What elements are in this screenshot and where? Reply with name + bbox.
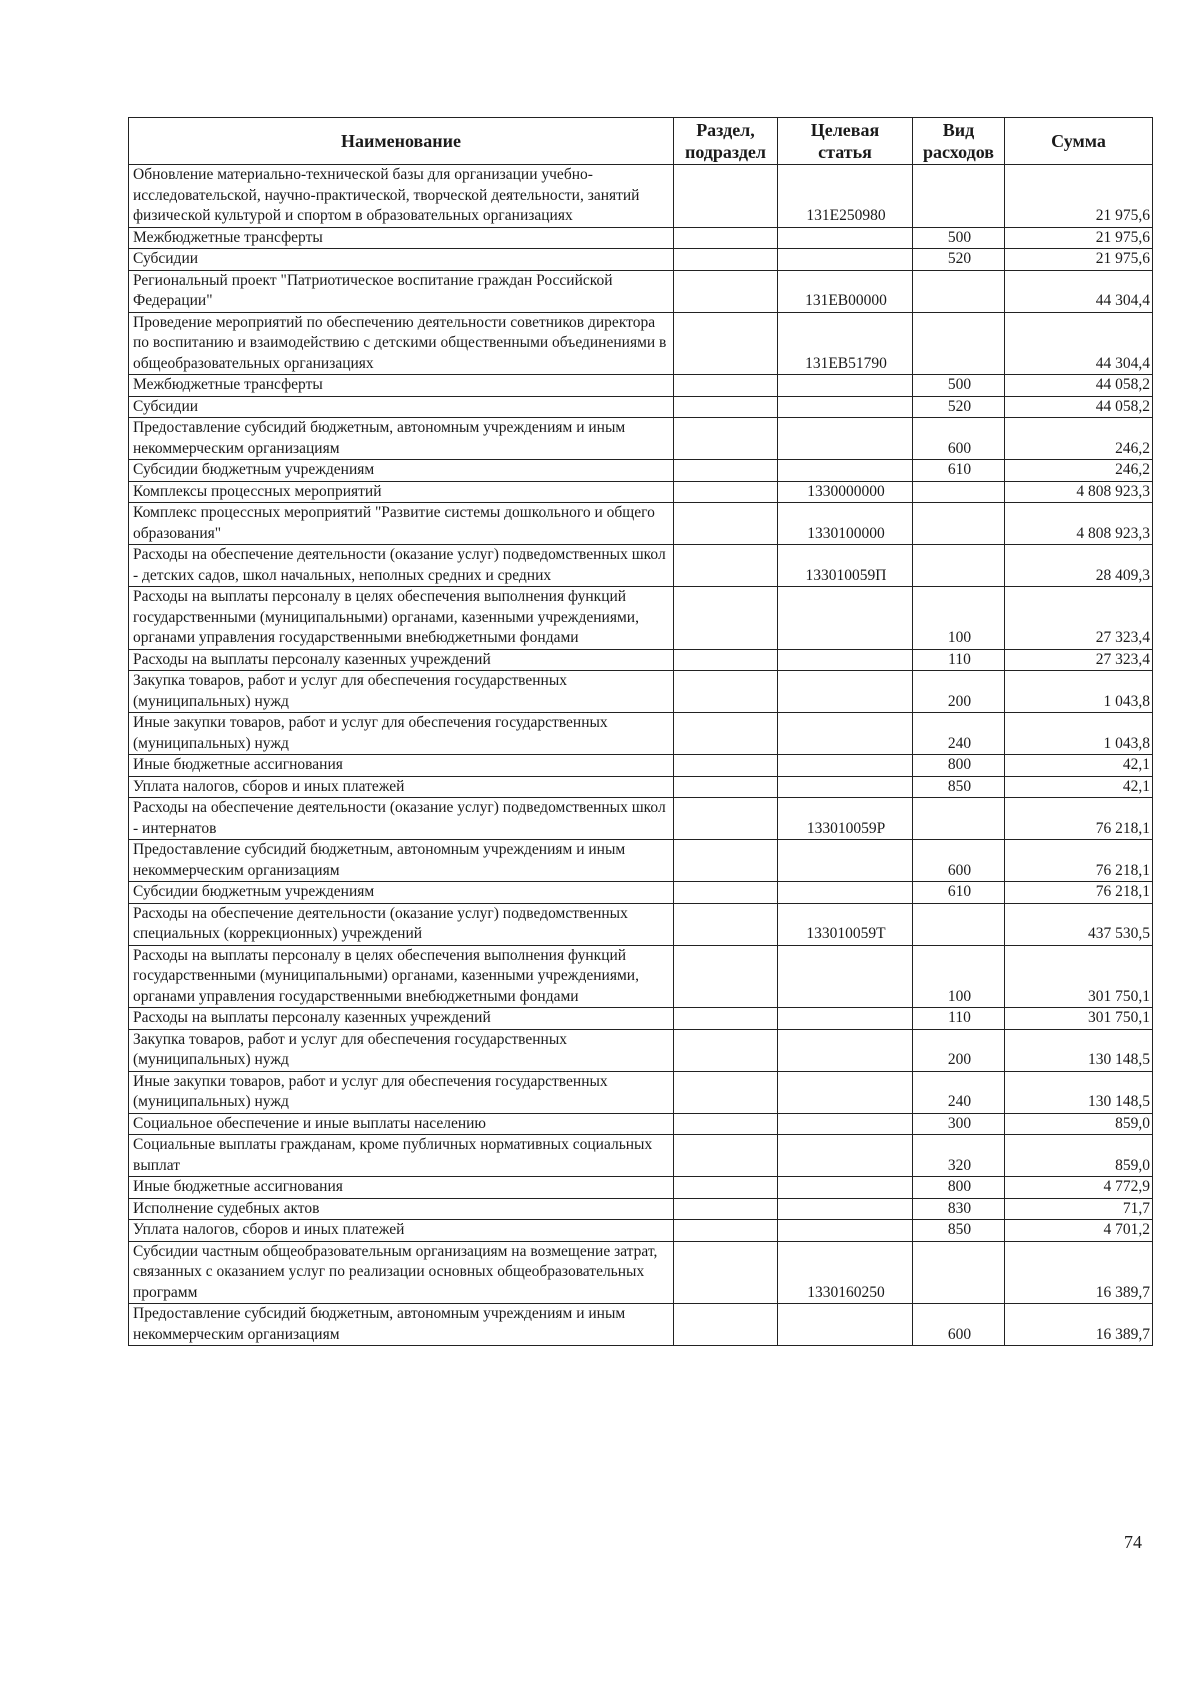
cell-section — [674, 227, 778, 249]
cell-section — [674, 418, 778, 460]
cell-name: Обновление материально-технической базы для организации учебно-исследовательской, научно-практической, творческой деятельности, занятий физической культурой и спортом в образовательных организациях — [129, 165, 674, 228]
cell-target — [778, 1135, 913, 1177]
cell-section — [674, 249, 778, 271]
cell-section — [674, 798, 778, 840]
cell-section — [674, 396, 778, 418]
cell-sum: 301 750,1 — [1005, 1008, 1153, 1030]
cell-kind: 600 — [913, 840, 1005, 882]
cell-kind: 320 — [913, 1135, 1005, 1177]
header-target-line2: статья — [818, 142, 872, 162]
cell-target: 1330000000 — [778, 481, 913, 503]
cell-sum: 246,2 — [1005, 418, 1153, 460]
cell-name: Расходы на обеспечение деятельности (оказание услуг) подведомственных школ - детских садов, школ начальных, неполных средних и средних — [129, 545, 674, 587]
cell-target — [778, 375, 913, 397]
cell-target — [778, 1029, 913, 1071]
table-row — [129, 545, 1153, 587]
cell-target — [778, 755, 913, 777]
cell-target — [778, 587, 913, 650]
cell-kind — [913, 503, 1005, 545]
cell-name: Расходы на выплаты персоналу казенных учреждений — [129, 1008, 674, 1030]
header-section — [674, 118, 778, 165]
table-row — [129, 671, 1153, 713]
cell-name: Субсидии частным общеобразовательным организациям на возмещение затрат, связанных с оказанием услуг по реализации основных общеобразовательных программ — [129, 1241, 674, 1304]
table-row — [129, 375, 1153, 397]
table-row — [129, 1008, 1153, 1030]
cell-kind — [913, 481, 1005, 503]
table-row — [129, 312, 1153, 375]
cell-target — [778, 1113, 913, 1135]
table-row — [129, 1198, 1153, 1220]
cell-name: Закупка товаров, работ и услуг для обеспечения государственных (муниципальных) нужд — [129, 671, 674, 713]
cell-sum: 44 304,4 — [1005, 312, 1153, 375]
cell-kind — [913, 312, 1005, 375]
cell-sum: 21 975,6 — [1005, 249, 1153, 271]
cell-target — [778, 945, 913, 1008]
cell-section — [674, 671, 778, 713]
cell-section — [674, 903, 778, 945]
table-header — [129, 118, 1153, 165]
cell-target — [778, 1177, 913, 1199]
table-row — [129, 755, 1153, 777]
cell-target: 133010059Т — [778, 903, 913, 945]
cell-target: 131EB51790 — [778, 312, 913, 375]
cell-kind: 200 — [913, 1029, 1005, 1071]
cell-section — [674, 1029, 778, 1071]
table-row — [129, 649, 1153, 671]
cell-sum: 21 975,6 — [1005, 227, 1153, 249]
table-row — [129, 1304, 1153, 1346]
cell-kind — [913, 903, 1005, 945]
cell-target — [778, 227, 913, 249]
cell-sum: 4 808 923,3 — [1005, 503, 1153, 545]
cell-name: Уплата налогов, сборов и иных платежей — [129, 776, 674, 798]
cell-sum: 76 218,1 — [1005, 882, 1153, 904]
cell-sum: 76 218,1 — [1005, 840, 1153, 882]
cell-target — [778, 840, 913, 882]
table-row — [129, 776, 1153, 798]
cell-sum: 4 772,9 — [1005, 1177, 1153, 1199]
cell-sum: 44 058,2 — [1005, 396, 1153, 418]
cell-section — [674, 503, 778, 545]
cell-kind: 610 — [913, 460, 1005, 482]
cell-kind: 240 — [913, 713, 1005, 755]
cell-kind: 520 — [913, 396, 1005, 418]
cell-target — [778, 1198, 913, 1220]
header-kind-line2: расходов — [923, 142, 994, 162]
cell-kind: 110 — [913, 1008, 1005, 1030]
cell-target: 133010059Р — [778, 798, 913, 840]
cell-section — [674, 776, 778, 798]
table-row — [129, 1220, 1153, 1242]
cell-target — [778, 1008, 913, 1030]
table-row — [129, 249, 1153, 271]
cell-kind — [913, 545, 1005, 587]
cell-target — [778, 671, 913, 713]
table-body — [129, 165, 1153, 1346]
cell-name: Иные закупки товаров, работ и услуг для обеспечения государственных (муниципальных) нужд — [129, 1071, 674, 1113]
cell-section — [674, 165, 778, 228]
cell-name: Расходы на выплаты персоналу в целях обеспечения выполнения функций государственными (муниципальными) органами, казенными учреждениями, органами управления государственными внебюджетными фондами — [129, 587, 674, 650]
cell-kind: 100 — [913, 945, 1005, 1008]
cell-name: Предоставление субсидий бюджетным, автономным учреждениям и иным некоммерческим организациям — [129, 418, 674, 460]
table-row — [129, 418, 1153, 460]
cell-name: Расходы на выплаты персоналу казенных учреждений — [129, 649, 674, 671]
cell-name: Межбюджетные трансферты — [129, 375, 674, 397]
table-row — [129, 503, 1153, 545]
cell-sum: 76 218,1 — [1005, 798, 1153, 840]
table-row — [129, 798, 1153, 840]
cell-name: Субсидии бюджетным учреждениям — [129, 460, 674, 482]
cell-target: 133010059П — [778, 545, 913, 587]
cell-sum: 16 389,7 — [1005, 1304, 1153, 1346]
cell-target: 131EB00000 — [778, 270, 913, 312]
cell-name: Расходы на обеспечение деятельности (оказание услуг) подведомственных специальных (коррекционных) учреждений — [129, 903, 674, 945]
cell-section — [674, 270, 778, 312]
cell-sum: 44 058,2 — [1005, 375, 1153, 397]
header-sum-label: Сумма — [1051, 131, 1106, 151]
cell-name: Уплата налогов, сборов и иных платежей — [129, 1220, 674, 1242]
cell-sum: 301 750,1 — [1005, 945, 1153, 1008]
cell-target — [778, 396, 913, 418]
cell-kind: 610 — [913, 882, 1005, 904]
cell-name: Закупка товаров, работ и услуг для обеспечения государственных (муниципальных) нужд — [129, 1029, 674, 1071]
cell-name: Расходы на выплаты персоналу в целях обеспечения выполнения функций государственными (муниципальными) органами, казенными учреждениями, органами управления государственными внебюджетными фондами — [129, 945, 674, 1008]
cell-target — [778, 418, 913, 460]
page-number: 74 — [1124, 1532, 1142, 1552]
cell-target: 1330100000 — [778, 503, 913, 545]
table-row — [129, 840, 1153, 882]
cell-sum: 42,1 — [1005, 755, 1153, 777]
cell-name: Предоставление субсидий бюджетным, автономным учреждениям и иным некоммерческим организациям — [129, 1304, 674, 1346]
header-section-line1: Раздел, — [696, 120, 755, 140]
table-row — [129, 1113, 1153, 1135]
cell-name: Иные бюджетные ассигнования — [129, 755, 674, 777]
table-row — [129, 1135, 1153, 1177]
cell-kind: 850 — [913, 1220, 1005, 1242]
cell-section — [674, 840, 778, 882]
header-kind — [913, 118, 1005, 165]
cell-kind: 500 — [913, 227, 1005, 249]
cell-sum: 44 304,4 — [1005, 270, 1153, 312]
cell-name: Социальные выплаты гражданам, кроме публичных нормативных социальных выплат — [129, 1135, 674, 1177]
cell-sum: 130 148,5 — [1005, 1029, 1153, 1071]
table-row — [129, 1029, 1153, 1071]
cell-sum: 27 323,4 — [1005, 649, 1153, 671]
cell-kind: 830 — [913, 1198, 1005, 1220]
cell-section — [674, 1135, 778, 1177]
table-row — [129, 945, 1153, 1008]
table-row — [129, 587, 1153, 650]
header-sum — [1005, 118, 1153, 165]
cell-sum: 21 975,6 — [1005, 165, 1153, 228]
cell-name: Расходы на обеспечение деятельности (оказание услуг) подведомственных школ - интернатов — [129, 798, 674, 840]
cell-kind — [913, 165, 1005, 228]
cell-kind: 600 — [913, 418, 1005, 460]
cell-section — [674, 1113, 778, 1135]
cell-name: Проведение мероприятий по обеспечению деятельности советников директора по воспитанию и взаимодействию с детскими общественными объединениями в общеобразовательных организациях — [129, 312, 674, 375]
cell-target: 1330160250 — [778, 1241, 913, 1304]
cell-target — [778, 249, 913, 271]
table-row — [129, 882, 1153, 904]
cell-section — [674, 460, 778, 482]
cell-target: 131E250980 — [778, 165, 913, 228]
cell-name: Субсидии бюджетным учреждениям — [129, 882, 674, 904]
cell-sum: 71,7 — [1005, 1198, 1153, 1220]
cell-sum: 246,2 — [1005, 460, 1153, 482]
cell-target — [778, 776, 913, 798]
header-section-line2: подраздел — [684, 142, 767, 162]
cell-section — [674, 945, 778, 1008]
table-row — [129, 1071, 1153, 1113]
cell-sum: 859,0 — [1005, 1113, 1153, 1135]
table-row — [129, 1177, 1153, 1199]
cell-target — [778, 1071, 913, 1113]
cell-name: Субсидии — [129, 249, 674, 271]
cell-section — [674, 882, 778, 904]
table-row — [129, 270, 1153, 312]
cell-kind: 240 — [913, 1071, 1005, 1113]
table-row — [129, 713, 1153, 755]
cell-name: Социальное обеспечение и иные выплаты населению — [129, 1113, 674, 1135]
cell-section — [674, 755, 778, 777]
cell-name: Межбюджетные трансферты — [129, 227, 674, 249]
cell-sum: 1 043,8 — [1005, 713, 1153, 755]
cell-sum: 27 323,4 — [1005, 587, 1153, 650]
cell-sum: 859,0 — [1005, 1135, 1153, 1177]
cell-kind: 600 — [913, 1304, 1005, 1346]
cell-target — [778, 1220, 913, 1242]
cell-name: Комплексы процессных мероприятий — [129, 481, 674, 503]
cell-target — [778, 649, 913, 671]
cell-section — [674, 375, 778, 397]
table-row — [129, 903, 1153, 945]
table-row — [129, 1241, 1153, 1304]
cell-target — [778, 713, 913, 755]
header-target — [778, 118, 913, 165]
cell-section — [674, 1220, 778, 1242]
cell-name: Региональный проект "Патриотическое воспитание граждан Российской Федерации" — [129, 270, 674, 312]
table-row — [129, 227, 1153, 249]
table-row — [129, 396, 1153, 418]
header-name — [129, 118, 674, 165]
cell-section — [674, 587, 778, 650]
cell-kind: 300 — [913, 1113, 1005, 1135]
table-row — [129, 165, 1153, 228]
cell-name: Исполнение судебных актов — [129, 1198, 674, 1220]
budget-table — [128, 117, 1153, 1346]
header-kind-line1: Вид — [942, 120, 975, 140]
cell-kind — [913, 798, 1005, 840]
header-target-line1: Целевая — [810, 120, 880, 140]
cell-section — [674, 1241, 778, 1304]
cell-target — [778, 882, 913, 904]
cell-name: Предоставление субсидий бюджетным, автономным учреждениям и иным некоммерческим организациям — [129, 840, 674, 882]
cell-sum: 42,1 — [1005, 776, 1153, 798]
cell-kind: 520 — [913, 249, 1005, 271]
cell-kind — [913, 1241, 1005, 1304]
cell-sum: 4 808 923,3 — [1005, 481, 1153, 503]
cell-sum: 4 701,2 — [1005, 1220, 1153, 1242]
cell-kind: 110 — [913, 649, 1005, 671]
header-row — [129, 118, 1153, 165]
cell-section — [674, 481, 778, 503]
cell-section — [674, 1198, 778, 1220]
cell-kind: 800 — [913, 1177, 1005, 1199]
cell-sum: 16 389,7 — [1005, 1241, 1153, 1304]
cell-section — [674, 545, 778, 587]
cell-section — [674, 1304, 778, 1346]
cell-sum: 28 409,3 — [1005, 545, 1153, 587]
table-row — [129, 460, 1153, 482]
cell-name: Субсидии — [129, 396, 674, 418]
cell-kind: 200 — [913, 671, 1005, 713]
cell-kind: 100 — [913, 587, 1005, 650]
cell-name: Иные закупки товаров, работ и услуг для обеспечения государственных (муниципальных) нужд — [129, 713, 674, 755]
cell-section — [674, 1177, 778, 1199]
cell-name: Иные бюджетные ассигнования — [129, 1177, 674, 1199]
cell-kind — [913, 270, 1005, 312]
cell-kind: 800 — [913, 755, 1005, 777]
cell-target — [778, 460, 913, 482]
cell-kind: 850 — [913, 776, 1005, 798]
header-name-label: Наименование — [341, 131, 461, 151]
cell-section — [674, 1008, 778, 1030]
cell-sum: 1 043,8 — [1005, 671, 1153, 713]
cell-kind: 500 — [913, 375, 1005, 397]
cell-target — [778, 1304, 913, 1346]
cell-section — [674, 649, 778, 671]
cell-name: Комплекс процессных мероприятий "Развитие системы дошкольного и общего образования" — [129, 503, 674, 545]
cell-section — [674, 1071, 778, 1113]
cell-section — [674, 713, 778, 755]
table-row — [129, 481, 1153, 503]
cell-sum: 130 148,5 — [1005, 1071, 1153, 1113]
cell-section — [674, 312, 778, 375]
cell-sum: 437 530,5 — [1005, 903, 1153, 945]
